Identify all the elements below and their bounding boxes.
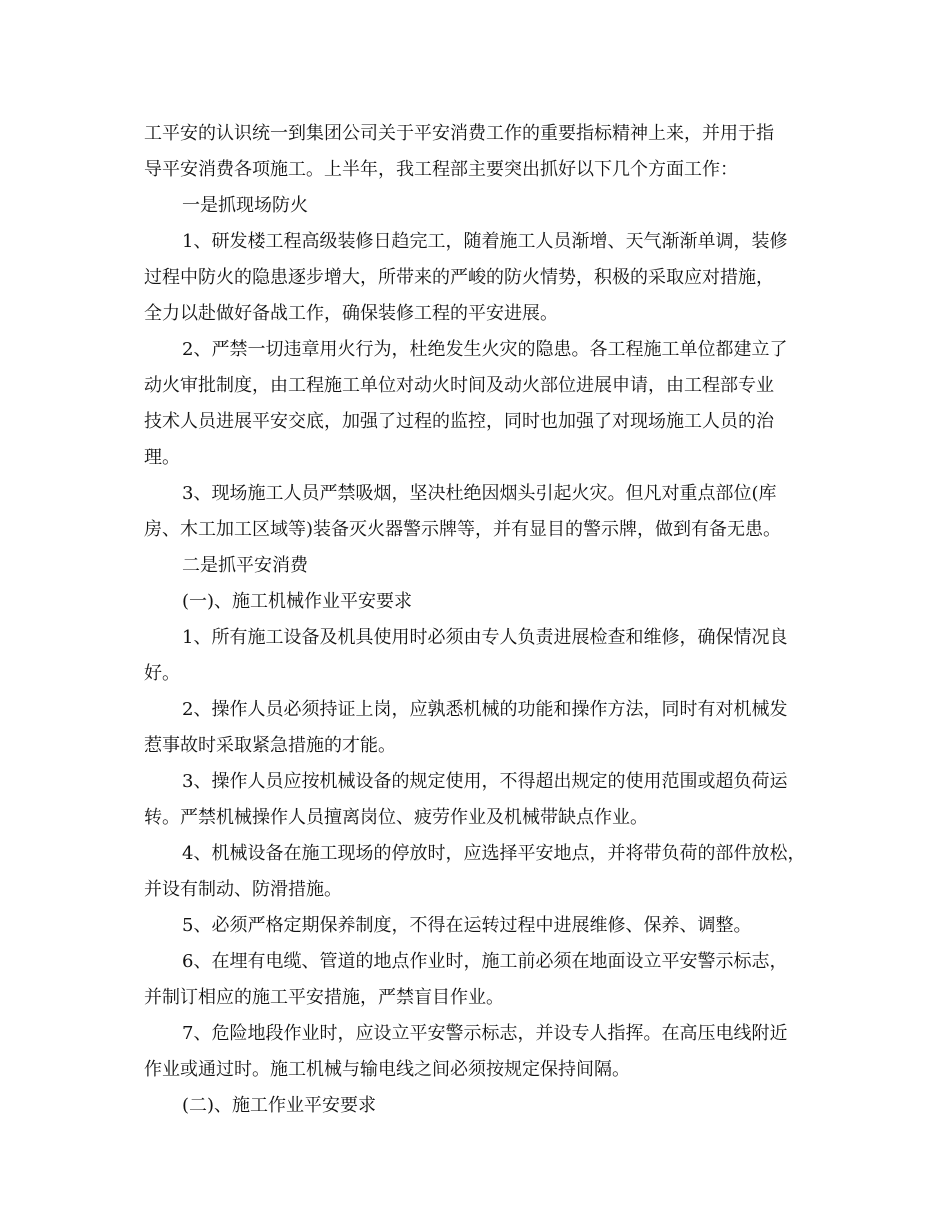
section-heading — [144, 548, 814, 584]
text-line: 好。 — [144, 663, 180, 684]
text-line: 全力以赴做好备战工作，确保装修工程的平安进展。 — [144, 303, 558, 324]
text-line: 过程中防火的隐患逐步增大，所带来的严峻的防火情势，积极的采取应对措施， — [144, 267, 774, 288]
text-line: 2、严禁一切违章用火行为，杜绝发生火灾的隐患。各工程施工单位都建立了 — [182, 339, 788, 360]
text-line: 3、操作人员应按机械设备的规定使用，不得超出规定的使用范围或超负荷运 — [182, 771, 788, 792]
text-line: 理。 — [144, 447, 180, 468]
paragraph — [144, 944, 814, 1016]
paragraph — [144, 476, 814, 548]
text-line: (二)、施工作业平安要求 — [182, 1095, 377, 1116]
text-line: 动火审批制度，由工程施工单位对动火时间及动火部位进展申请，由工程部专业 — [144, 375, 774, 396]
text-line: 并制订相应的施工平安措施，严禁盲目作业。 — [144, 987, 504, 1008]
paragraph — [144, 620, 814, 692]
paragraph — [144, 836, 814, 908]
section-heading — [144, 1088, 814, 1124]
paragraph — [144, 332, 814, 476]
text-line: 1、研发楼工程高级装修日趋完工，随着施工人员渐增、天气渐渐单调，装修 — [182, 231, 788, 252]
section-heading — [144, 188, 814, 224]
text-line: 导平安消费各项施工。上半年，我工程部主要突出抓好以下几个方面工作： — [144, 159, 738, 180]
text-line: 房、木工加工区域等)装备灭火器警示牌等，并有显目的警示牌，做到有备无患。 — [144, 519, 782, 540]
text-line: 5、必须严格定期保养制度，不得在运转过程中进展维修、保养、调整。 — [182, 915, 752, 936]
text-line: 作业或通过时。施工机械与输电线之间必须按规定保持间隔。 — [144, 1059, 630, 1080]
text-line: 惹事故时采取紧急措施的才能。 — [144, 735, 396, 756]
text-line: 2、操作人员必须持证上岗，应孰悉机械的功能和操作方法，同时有对机械发 — [182, 699, 788, 720]
text-line: (一)、施工机械作业平安要求 — [182, 591, 413, 612]
paragraph — [144, 1016, 814, 1088]
text-line: 1、所有施工设备及机具使用时必须由专人负责进展检查和维修，确保情况良 — [182, 627, 788, 648]
text-line: 转。严禁机械操作人员擅离岗位、疲劳作业及机械带缺点作业。 — [144, 807, 648, 828]
text-line: 3、现场施工人员严禁吸烟，坚决杜绝因烟头引起火灾。但凡对重点部位(库 — [182, 483, 777, 504]
paragraph — [144, 692, 814, 764]
document-body — [144, 116, 814, 1124]
paragraph — [144, 116, 814, 188]
text-line: 4、机械设备在施工现场的停放时，应选择平安地点，并将带负荷的部件放松， — [182, 843, 806, 864]
text-line: 工平安的认识统一到集团公司关于平安消费工作的重要指标精神上来，并用于指 — [144, 123, 774, 144]
paragraph — [144, 908, 814, 944]
text-line: 并设有制动、防滑措施。 — [144, 879, 342, 900]
section-heading — [144, 584, 814, 620]
text-line: 技术人员进展平安交底，加强了过程的监控，同时也加强了对现场施工人员的治 — [144, 411, 774, 432]
text-line: 二是抓平安消费 — [182, 555, 308, 576]
paragraph — [144, 764, 814, 836]
text-line: 6、在埋有电缆、管道的地点作业时，施工前必须在地面设立平安警示标志， — [182, 951, 788, 972]
paragraph — [144, 224, 814, 332]
text-line: 7、危险地段作业时，应设立平安警示标志，并设专人指挥。在高压电线附近 — [182, 1023, 788, 1044]
text-line: 一是抓现场防火 — [182, 195, 308, 216]
